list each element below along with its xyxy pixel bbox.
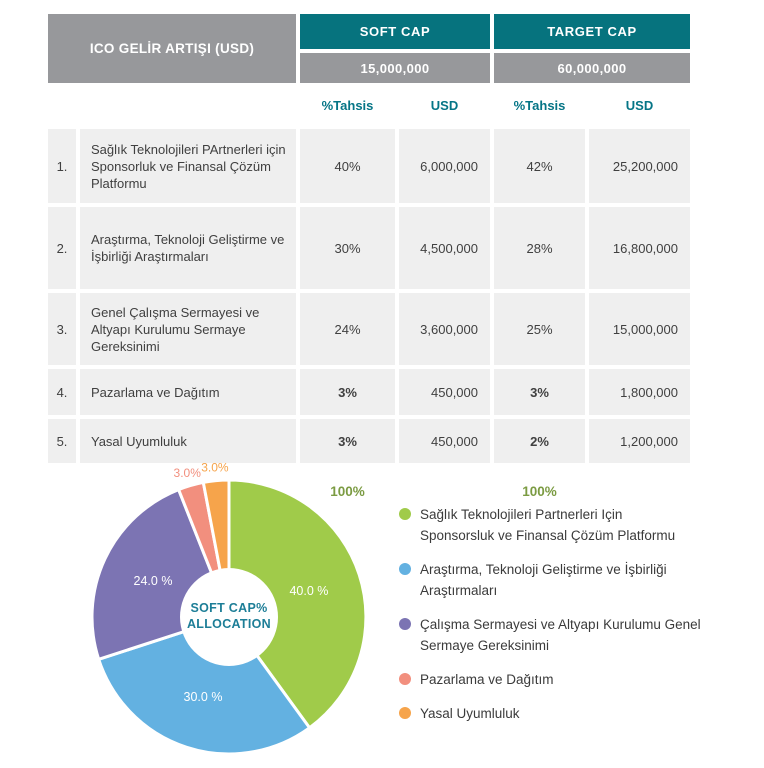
legend-label-line: Sermaye Gereksinimi bbox=[420, 638, 550, 653]
pie-slice-label: 3.0% bbox=[173, 466, 201, 480]
soft-cap-value: 15,000,000 bbox=[300, 53, 490, 83]
col-header-target-usd: USD bbox=[625, 97, 654, 113]
row-description: Sağlık Teknolojileri PArtnerleri için Sponsorluk ve Finansal Çözüm Platformu bbox=[80, 129, 296, 203]
row-soft-pct: 3% bbox=[300, 419, 395, 463]
legend-label-line: Sponsorsluk ve Finansal Çözüm Platformu bbox=[420, 528, 676, 543]
table-row bbox=[48, 129, 690, 203]
ico-revenue-table bbox=[48, 14, 690, 500]
legend-item bbox=[399, 504, 711, 546]
row-soft-usd: 4,500,000 bbox=[399, 207, 490, 289]
legend-label bbox=[420, 559, 667, 601]
col-header-soft-usd: USD bbox=[430, 97, 459, 113]
row-soft-pct: 40% bbox=[300, 129, 395, 203]
legend-label bbox=[420, 703, 520, 724]
pie-slice-label: 24.0 % bbox=[133, 574, 173, 589]
row-target-pct: 28% bbox=[494, 207, 585, 289]
legend-label-line: Araştırmaları bbox=[420, 583, 498, 598]
col-header-target-pct: %Tahsis bbox=[513, 97, 566, 113]
row-description: Genel Çalışma Sermayesi ve Altyapı Kurulumu Sermaye Gereksinimi bbox=[80, 293, 296, 365]
legend-item bbox=[399, 614, 711, 656]
soft-total: 100% bbox=[330, 483, 365, 499]
pie-slice-label: 3.0% bbox=[201, 460, 229, 475]
table-row bbox=[48, 293, 690, 365]
table-header bbox=[48, 14, 690, 83]
table-body bbox=[48, 129, 690, 463]
row-soft-pct: 24% bbox=[300, 293, 395, 365]
legend-item bbox=[399, 669, 711, 690]
legend-item bbox=[399, 559, 711, 601]
row-soft-usd: 450,000 bbox=[399, 419, 490, 463]
row-target-pct: 25% bbox=[494, 293, 585, 365]
row-description: Araştırma, Teknoloji Geliştirme ve İşbirliği Araştırmaları bbox=[80, 207, 296, 289]
row-target-usd: 1,200,000 bbox=[589, 419, 690, 463]
legend-label-line: Sağlık Teknolojileri Partnerleri Için bbox=[420, 507, 623, 522]
legend-label bbox=[420, 669, 554, 690]
table-title: ICO GELİR ARTIŞI (USD) bbox=[48, 14, 296, 83]
row-target-pct: 3% bbox=[494, 369, 585, 415]
legend-dot-salmon bbox=[399, 673, 411, 685]
row-soft-pct: 3% bbox=[300, 369, 395, 415]
pie-slice-label: 30.0 % bbox=[183, 689, 223, 704]
row-number: 2. bbox=[48, 207, 76, 289]
legend-dot-orange bbox=[399, 707, 411, 719]
row-description: Yasal Uyumluluk bbox=[80, 419, 296, 463]
legend-dot-blue bbox=[399, 563, 411, 575]
legend-label-line: Araştırma, Teknoloji Geliştirme ve İşbirliği bbox=[420, 562, 667, 577]
legend-label bbox=[420, 614, 701, 656]
chart-legend bbox=[399, 504, 711, 724]
pie-slice-label: 40.0 % bbox=[289, 584, 329, 598]
column-headers bbox=[48, 96, 690, 114]
row-target-pct: 42% bbox=[494, 129, 585, 203]
row-target-pct: 2% bbox=[494, 419, 585, 463]
row-target-usd: 25,200,000 bbox=[589, 129, 690, 203]
row-target-usd: 16,800,000 bbox=[589, 207, 690, 289]
row-number: 5. bbox=[48, 419, 76, 463]
legend-dot-green bbox=[399, 508, 411, 520]
table-row bbox=[48, 207, 690, 289]
target-total: 100% bbox=[522, 483, 557, 499]
legend-label-line: Pazarlama ve Dağıtım bbox=[420, 672, 554, 687]
row-soft-usd: 6,000,000 bbox=[399, 129, 490, 203]
donut-chart-svg bbox=[57, 454, 401, 768]
legend-label-line: Yasal Uyumluluk bbox=[420, 706, 520, 721]
row-soft-pct: 30% bbox=[300, 207, 395, 289]
row-soft-usd: 3,600,000 bbox=[399, 293, 490, 365]
row-number: 3. bbox=[48, 293, 76, 365]
row-number: 1. bbox=[48, 129, 76, 203]
legend-label bbox=[420, 504, 675, 546]
legend-item bbox=[399, 703, 711, 724]
row-description: Pazarlama ve Dağıtım bbox=[80, 369, 296, 415]
table-row bbox=[48, 369, 690, 415]
row-target-usd: 15,000,000 bbox=[589, 293, 690, 365]
soft-cap-header: SOFT CAP bbox=[300, 14, 490, 49]
row-number: 4. bbox=[48, 369, 76, 415]
col-header-soft-pct: %Tahsis bbox=[321, 97, 374, 113]
target-cap-value: 60,000,000 bbox=[494, 53, 690, 83]
legend-dot-purple bbox=[399, 618, 411, 630]
row-soft-usd: 450,000 bbox=[399, 369, 490, 415]
row-target-usd: 1,800,000 bbox=[589, 369, 690, 415]
target-cap-header: TARGET CAP bbox=[494, 14, 690, 49]
legend-label-line: Çalışma Sermayesi ve Altyapı Kurulumu Genel bbox=[420, 617, 701, 632]
donut-center-label: SOFT CAP% ALLOCATION bbox=[186, 601, 272, 631]
